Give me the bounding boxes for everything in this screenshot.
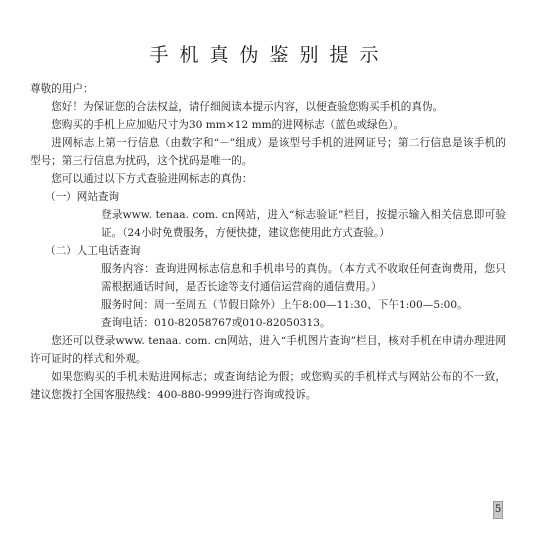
paragraph-verify-methods: 您可以通过以下方式查验进网标志的真伪： bbox=[51, 173, 253, 185]
method-phone-service: 服务内容：查询进网标志信息和手机串号的真伪。（本方式不收取任何查询费用，您只需根据通话时间，是否长途等支付通信运营商的通信费用。） bbox=[101, 263, 506, 293]
paragraph-intro: 您好！为保证您的合法权益，请仔细阅读本提示内容，以便查验您购买手机的真伪。 bbox=[51, 101, 444, 113]
paragraph-image-check: 您还可以登录www. tenaa. com. cn网站，进入“手机图片查询”栏目，核对手机在申请办理进网许可证时的样式和外观。 bbox=[30, 335, 506, 365]
method-phone-hours: 服务时间：周一至周五（节假日除外）上午8:00—11:30、下午1:00—5:00。 bbox=[101, 299, 468, 311]
paragraph-complaint: 如果您购买的手机未贴进网标志；或查询结论为假；或您购买的手机样式与网站公布的不一致，建议您拨打全国客服热线：400-880-9999进行咨询或投诉。 bbox=[30, 371, 506, 401]
page-title: 手机真伪鉴别提示 bbox=[149, 44, 390, 66]
method-phone-heading: （二）人工电话查询 bbox=[45, 245, 141, 257]
greeting: 尊敬的用户： bbox=[30, 83, 94, 95]
page-number: 5 bbox=[493, 501, 503, 519]
notice-body bbox=[30, 80, 506, 404]
paragraph-label-info: 进网标志上第一行信息（由数字和“－”组成）是该型号手机的进网证号；第二行信息是该手机的型号；第三行信息为扰码，这个扰码是唯一的。 bbox=[30, 137, 506, 167]
paragraph-label-size: 您购买的手机上应加贴尺寸为30 mm×12 mm的进网标志（蓝色或绿色）。 bbox=[51, 119, 405, 131]
method-website-text: 登录www. tenaa. com. cn网站，进入“标志验证”栏目，按提示输入相关信息即可验证。（24小时免费服务，方便快捷，建议您使用此方式查验。） bbox=[101, 209, 506, 239]
method-website-heading: （一）网站查询 bbox=[45, 191, 120, 203]
method-phone-number: 查询电话：010-82058767或010-82050313。 bbox=[101, 317, 331, 329]
